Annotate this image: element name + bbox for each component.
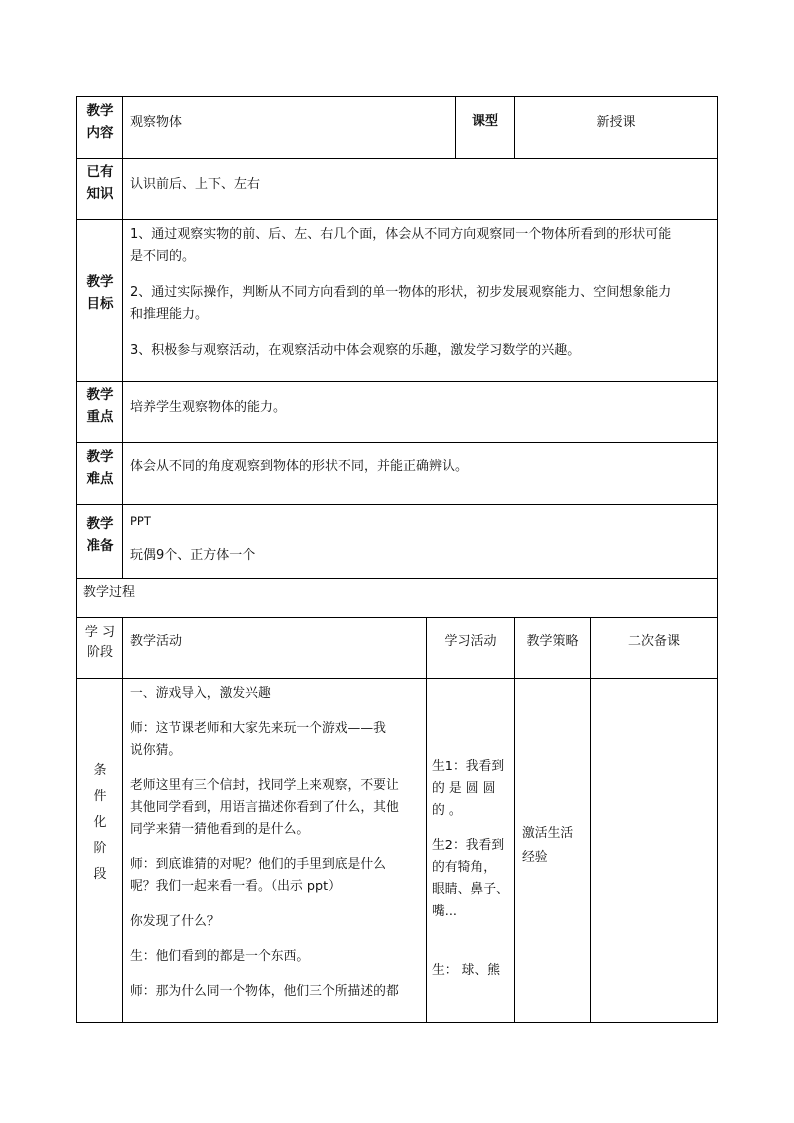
prep-list <box>130 510 255 567</box>
type-value: 新授课 <box>596 115 636 130</box>
content-value: 观察物体 <box>130 115 183 130</box>
prior-knowledge-value: 认识前后、上下、左右 <box>130 177 261 192</box>
type-label: 课型 <box>471 114 498 129</box>
teaching-strategy: 激活生活 经验 <box>522 826 574 865</box>
key-point-label: 教学 重点 <box>86 387 114 425</box>
strategy-column-header: 教学策略 <box>526 634 579 649</box>
teacher-paragraph: 生：他们看到的都是一个东西。 <box>130 949 310 964</box>
goal-item: 2、通过实际操作，判断从不同方向看到的单一物体的形状，初步发展观察能力、空间想象能力 和推理能力。 <box>130 285 672 322</box>
difficulty-label: 教学 难点 <box>86 449 114 487</box>
prep-label: 教学 准备 <box>86 516 114 554</box>
prep-item: 玩偶9个、正方体一个 <box>130 548 256 563</box>
process-title: 教学过程 <box>83 585 136 600</box>
goal-item: 3、积极参与观察活动，在观察活动中体会观察的乐趣，激发学习数学的兴趣。 <box>130 343 581 358</box>
difficulty-value: 体会从不同的角度观察到物体的形状不同，并能正确辨认。 <box>130 459 469 474</box>
teacher-paragraph: 一、游戏导入，激发兴趣 <box>130 686 271 701</box>
student-activity <box>432 756 512 982</box>
content-label: 教学 内容 <box>86 103 114 141</box>
teacher-paragraph: 师：那为什么同一个物体，他们三个所描述的都 <box>130 984 399 999</box>
goals-list <box>130 224 714 362</box>
stage-name: 条 件 化 阶 段 <box>93 763 107 882</box>
teacher-activity <box>130 683 424 1003</box>
student-response: 生1：我看到 的 是 圆 圆 的 。 <box>432 759 505 818</box>
goals-label: 教学 目标 <box>86 274 114 312</box>
prior-knowledge-label: 已有 知识 <box>86 164 114 202</box>
teacher-paragraph: 老师这里有三个信封，找同学上来观察，不要让 其他同学看到，用语言描述你看到了什么，其他 同学来猜一猜他看到的是什么。 <box>130 778 399 837</box>
teacher-paragraph: 师：到底谁猜的对呢？他们的手里到底是什么 呢？我们一起来看一看。（出示 ppt） <box>130 857 386 894</box>
stage-column-header: 学 习 阶段 <box>84 625 116 660</box>
teacher-column-header: 教学活动 <box>130 634 183 649</box>
goal-item: 1、通过观察实物的前、后、左、右几个面，体会从不同方向观察同一个物体所看到的形状可能 是不同的。 <box>130 227 672 264</box>
teacher-paragraph: 你发现了什么？ <box>130 914 220 929</box>
teacher-paragraph: 师：这节课老师和大家先来玩一个游戏——我 说你猜。 <box>130 721 386 758</box>
student-column-header: 学习活动 <box>444 634 497 649</box>
second-prep-column-header: 二次备课 <box>627 634 680 649</box>
prep-item: PPT <box>130 514 151 528</box>
student-response: 生2：我看到 的有犄角， 眼睛、鼻子、 嘴... <box>432 838 509 919</box>
student-response: 生： 球、熊 <box>432 963 501 978</box>
key-point-value: 培养学生观察物体的能力。 <box>130 400 287 415</box>
